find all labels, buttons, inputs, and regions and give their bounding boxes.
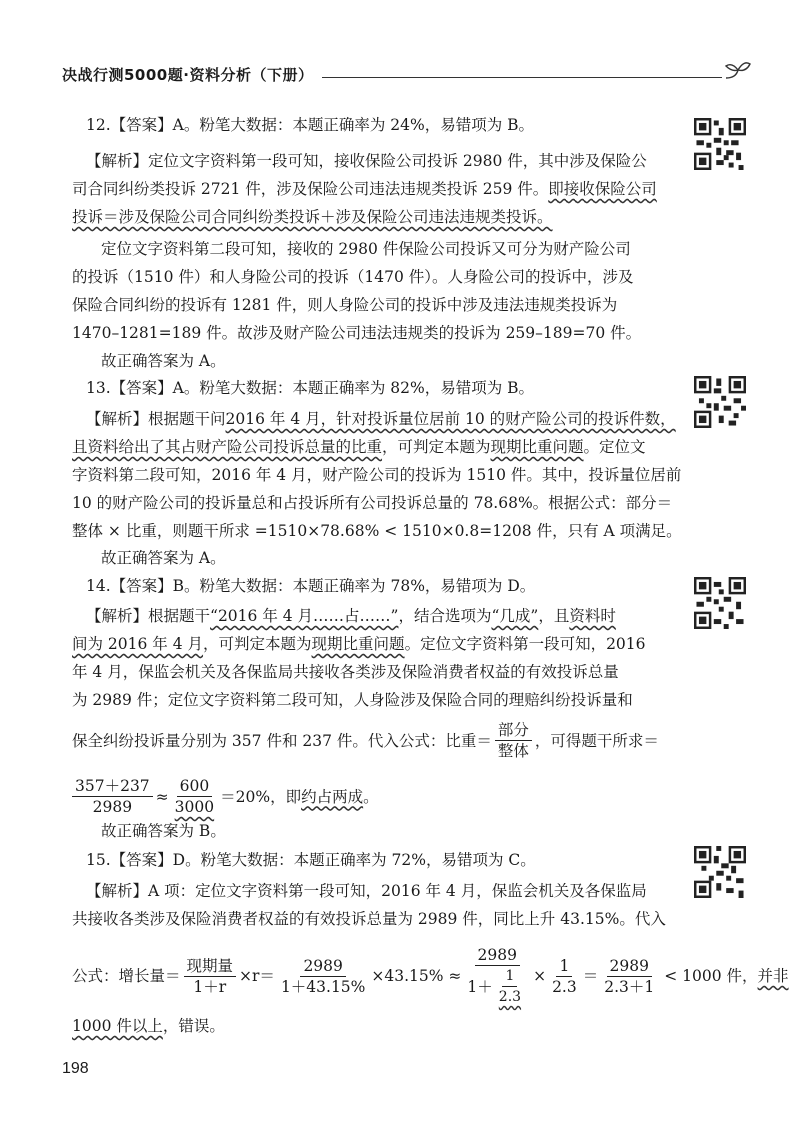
q13-answer: 13.【答案】A。粉笔大数据：本题正确率为 82%，易错项为 B。 xyxy=(86,379,535,397)
sum-fraction: $\frac{357+237}{2989}$ xyxy=(72,776,153,817)
q13-analysis-line: 整体 × 比重，则题干所求 =1510×78.68% < 1510×0.8=1208 件，只有 A 项满足。 xyxy=(72,522,682,540)
sprout-icon xyxy=(722,56,752,86)
q14-analysis-line: 【解析】根据题干“2016 年 4 月……占……”，结合选项为“几成”，且资料时 xyxy=(86,607,616,625)
q12-conclusion: 故正确答案为 A。 xyxy=(101,352,226,370)
q12-paragraph-line: 保险合同纠纷的投诉有 1281 件，则人身险公司的投诉中涉及违法违规类投诉为 xyxy=(72,296,618,314)
q14-conclusion: 故正确答案为 B。 xyxy=(101,822,226,840)
q12-answer: 12.【答案】A。粉笔大数据：本题正确率为 24%，易错项为 B。 xyxy=(86,116,535,134)
q12-analysis-line: 司合同纠纷类投诉 2721 件，涉及保险公司违法违规类投诉 259 件。即接收保险公司 xyxy=(72,180,657,198)
q13-conclusion: 故正确答案为 A。 xyxy=(101,549,226,567)
page-number: 198 xyxy=(62,1060,89,1077)
ratio-fraction: $\frac{\text{部分}}{\text{整体}}$ xyxy=(495,720,532,761)
q12-formula-line: 投诉＝涉及保险公司合同纠纷类投诉＋涉及保险公司违法违规类投诉。 xyxy=(72,208,553,226)
growth-fraction: $\frac{\text{现期量}}{1+r}$ xyxy=(184,956,237,997)
q14-analysis-line: 间为 2016 年 4 月，可判定本题为现期比重问题。定位文字资料第一段可知，2016 xyxy=(72,635,646,653)
qr-code-icon[interactable] xyxy=(694,376,746,428)
q14-calculation-line: $\frac{357+237}{2989}$ ≈ $\frac{600}{3000}$ ＝20%，即 约占两成 。 xyxy=(72,776,379,817)
qr-code-icon[interactable] xyxy=(694,846,746,898)
header-rule xyxy=(322,77,722,78)
q15-analysis-line: 1000 件以上，错误。 xyxy=(72,1017,225,1035)
q12-paragraph-line: 的投诉（1510 件）和人身险公司的投诉（1470 件）。人身险公司的投诉中，涉及 xyxy=(72,268,634,286)
current-fraction: $\frac{2989}{1+43.15\%}$ xyxy=(280,956,366,996)
qr-code-icon[interactable] xyxy=(694,118,746,170)
q13-analysis-line: 【解析】根据题干问2016 年 4 月，针对投诉量位居前 10 的财产险公司的投诉件数， xyxy=(86,410,676,428)
q12-paragraph-line: 1470–1281=189 件。故涉及财产险公司违法违规类的投诉为 259–189=70 件。 xyxy=(72,324,642,342)
q13-analysis-line: 10 的财产险公司的投诉量总和占投诉所有公司投诉总量的 78.68%。根据公式：部分＝ xyxy=(72,494,673,512)
approx-fraction: $\frac{600}{3000}$ xyxy=(174,777,215,816)
qr-code-icon[interactable] xyxy=(694,577,746,629)
q13-analysis-line: 且资料给出了其占财产险公司投诉总量的比重，可判定本题为现期比重问题。定位文 xyxy=(72,438,646,456)
q15-answer: 15.【答案】D。粉笔大数据：本题正确率为 72%，易错项为 C。 xyxy=(86,851,536,869)
reciprocal-fraction: $\frac{1}{2.3}$ xyxy=(552,956,577,996)
q12-paragraph-line: 定位文字资料第二段可知，接收的 2980 件保险公司投诉又可分为财产险公司 xyxy=(101,240,631,258)
running-header: 决战行测5000题·资料分析（下册） xyxy=(62,66,314,84)
q14-analysis-line: 为 2989 件；定位文字资料第二段可知，人身险涉及保险合同的理赔纠纷投诉量和 xyxy=(72,691,633,709)
nested-fraction: 2989 1＋ $\frac{1}{2.3}$ xyxy=(467,946,522,1005)
q13-analysis-line: 字资料第二段可知，2016 年 4 月，财产险公司的投诉为 1510 件。其中，投诉量位居前 xyxy=(72,466,682,484)
q12-analysis-line: 【解析】定位文字资料第一段可知，接收保险公司投诉 2980 件，其中涉及保险公 xyxy=(86,152,647,170)
q14-analysis-line: 年 4 月，保监会机关及各保监局共接收各类涉及保险消费者权益的有效投诉总量 xyxy=(72,663,619,681)
q15-formula-line: 公式：增长量＝ $\frac{\text{现期量}}{1+r}$ ×r＝ $\frac{2989}{1+43.15\%}$ ×43.15% ≈ 2989 1＋ $\frac{1}{2.3}$ × $\frac{1}{2.3}$ ＝ $\frac{2989}{2.3+1}$ < 1000 件， 并非 xyxy=(72,946,789,1005)
result-fraction: $\frac{2989}{2.3+1}$ xyxy=(604,956,655,996)
q15-analysis-line: 【解析】A 项：定位文字资料第一段可知，2016 年 4 月，保监会机关及各保监局 xyxy=(86,882,647,900)
q14-answer: 14.【答案】B。粉笔大数据：本题正确率为 78%，易错项为 D。 xyxy=(86,577,536,595)
q14-formula-line: 保全纠纷投诉量分别为 357 件和 237 件。代入公式：比重＝ $\frac{\text{部分}}{\text{整体}}$ ，可得题干所求＝ xyxy=(72,721,659,760)
q15-analysis-line: 共接收各类涉及保险消费者权益的有效投诉总量为 2989 件，同比上升 43.15%。代入 xyxy=(72,910,666,928)
